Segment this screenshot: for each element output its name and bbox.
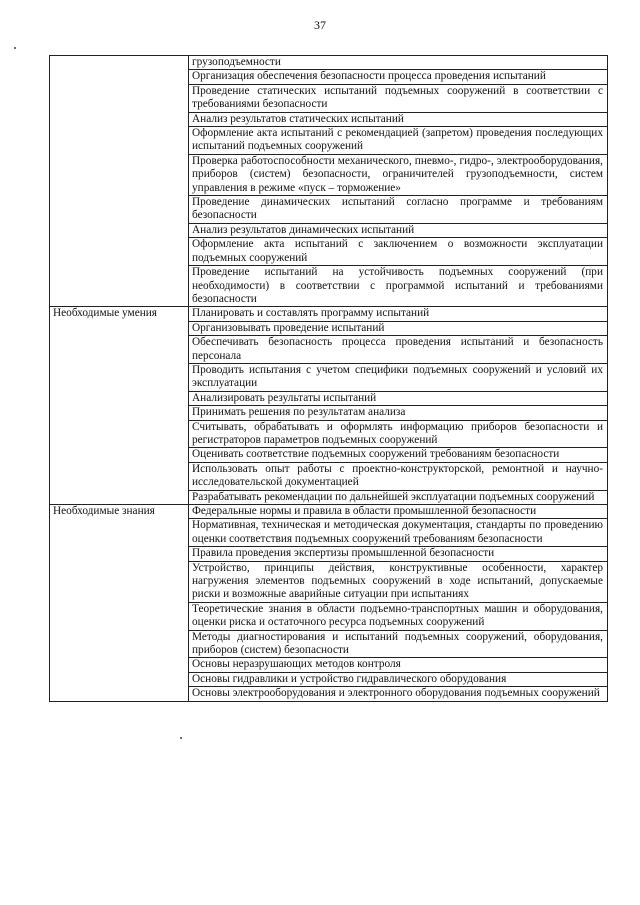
requirement-item: Организовывать проведение испытаний	[189, 321, 608, 335]
requirement-item: Оформление акта испытаний с рекомендацией (запретом) проведения последующих испытаний подъемных сооружений	[189, 127, 608, 155]
requirement-item: Федеральные нормы и правила в области промышленной безопасности	[189, 505, 608, 519]
requirement-item: Проведение испытаний на устойчивость подъемных сооружений (при необходимости) в соответствии с программой испытаний и требованиями безопасности	[189, 266, 608, 307]
requirement-item: Обеспечивать безопасность процесса проведения испытаний и безопасность персонала	[189, 336, 608, 364]
requirement-item: Проводить испытания с учетом специфики подъемных сооружений и условий их эксплуатации	[189, 363, 608, 391]
requirement-item: Нормативная, техническая и методическая документация, стандарты по проведению оценки соответствия подъемных сооружений требованиям безопасности	[189, 519, 608, 547]
requirement-item: Основы гидравлики и устройство гидравлического оборудования	[189, 672, 608, 686]
requirement-item: Анализировать результаты испытаний	[189, 391, 608, 405]
section-label: Необходимые знания	[50, 505, 189, 702]
requirement-item: грузоподъемности	[189, 56, 608, 70]
requirement-item: Основы электрооборудования и электронного оборудования подъемных сооружений	[189, 687, 608, 701]
requirement-item: Устройство, принципы действия, конструктивные особенности, характер нагружения элементов подъемных сооружений в ходе испытаний, допускаемые риски и возможные аварийные ситуации при испытаниях	[189, 561, 608, 602]
requirement-item: Проведение динамических испытаний согласно программе и требованиям безопасности	[189, 196, 608, 224]
scan-dot	[14, 47, 16, 49]
requirement-item: Анализ результатов статических испытаний	[189, 112, 608, 126]
requirement-item: Основы неразрушающих методов контроля	[189, 658, 608, 672]
requirement-item: Проверка работоспособности механического, пневмо-, гидро-, электрооборудования, приборов (систем) безопасности, ограничителей грузоподъемности, систем управления в режиме «пуск – торможение»	[189, 154, 608, 195]
table-row	[50, 505, 608, 519]
requirements-table-body	[50, 56, 608, 702]
requirement-item: Теоретические знания в области подъемно-транспортных машин и оборудования, оценки риска и остаточного ресурса подъемных сооружений	[189, 602, 608, 630]
page-number: 37	[314, 18, 326, 32]
requirement-item: Разрабатывать рекомендации по дальнейшей эксплуатации подъемных сооружений	[189, 490, 608, 504]
requirement-item: Использовать опыт работы с проектно-конструкторской, ремонтной и научно-исследовательской документацией	[189, 462, 608, 490]
requirement-item: Принимать решения по результатам анализа	[189, 406, 608, 420]
scan-dot	[180, 737, 182, 739]
requirement-item: Анализ результатов динамических испытаний	[189, 223, 608, 237]
requirement-item: Проведение статических испытаний подъемных сооружений в соответствии с требованиями безопасности	[189, 84, 608, 112]
table-row	[50, 307, 608, 321]
requirements-table	[49, 55, 608, 702]
requirement-item: Организация обеспечения безопасности процесса проведения испытаний	[189, 70, 608, 84]
requirement-item: Методы диагностирования и испытаний подъемных сооружений, оборудования, приборов (систем) безопасности	[189, 630, 608, 658]
table-row	[50, 56, 608, 70]
requirement-item: Считывать, обрабатывать и оформлять информацию приборов безопасности и регистраторов параметров подъемных сооружений	[189, 420, 608, 448]
requirement-item: Планировать и составлять программу испытаний	[189, 307, 608, 321]
section-label: Необходимые умения	[50, 307, 189, 505]
section-label	[50, 56, 189, 307]
requirement-item: Оценивать соответствие подъемных сооружений требованиям безопасности	[189, 448, 608, 462]
requirement-item: Правила проведения экспертизы промышленной безопасности	[189, 547, 608, 561]
requirement-item: Оформление акта испытаний с заключением о возможности эксплуатации подъемных сооружений	[189, 238, 608, 266]
